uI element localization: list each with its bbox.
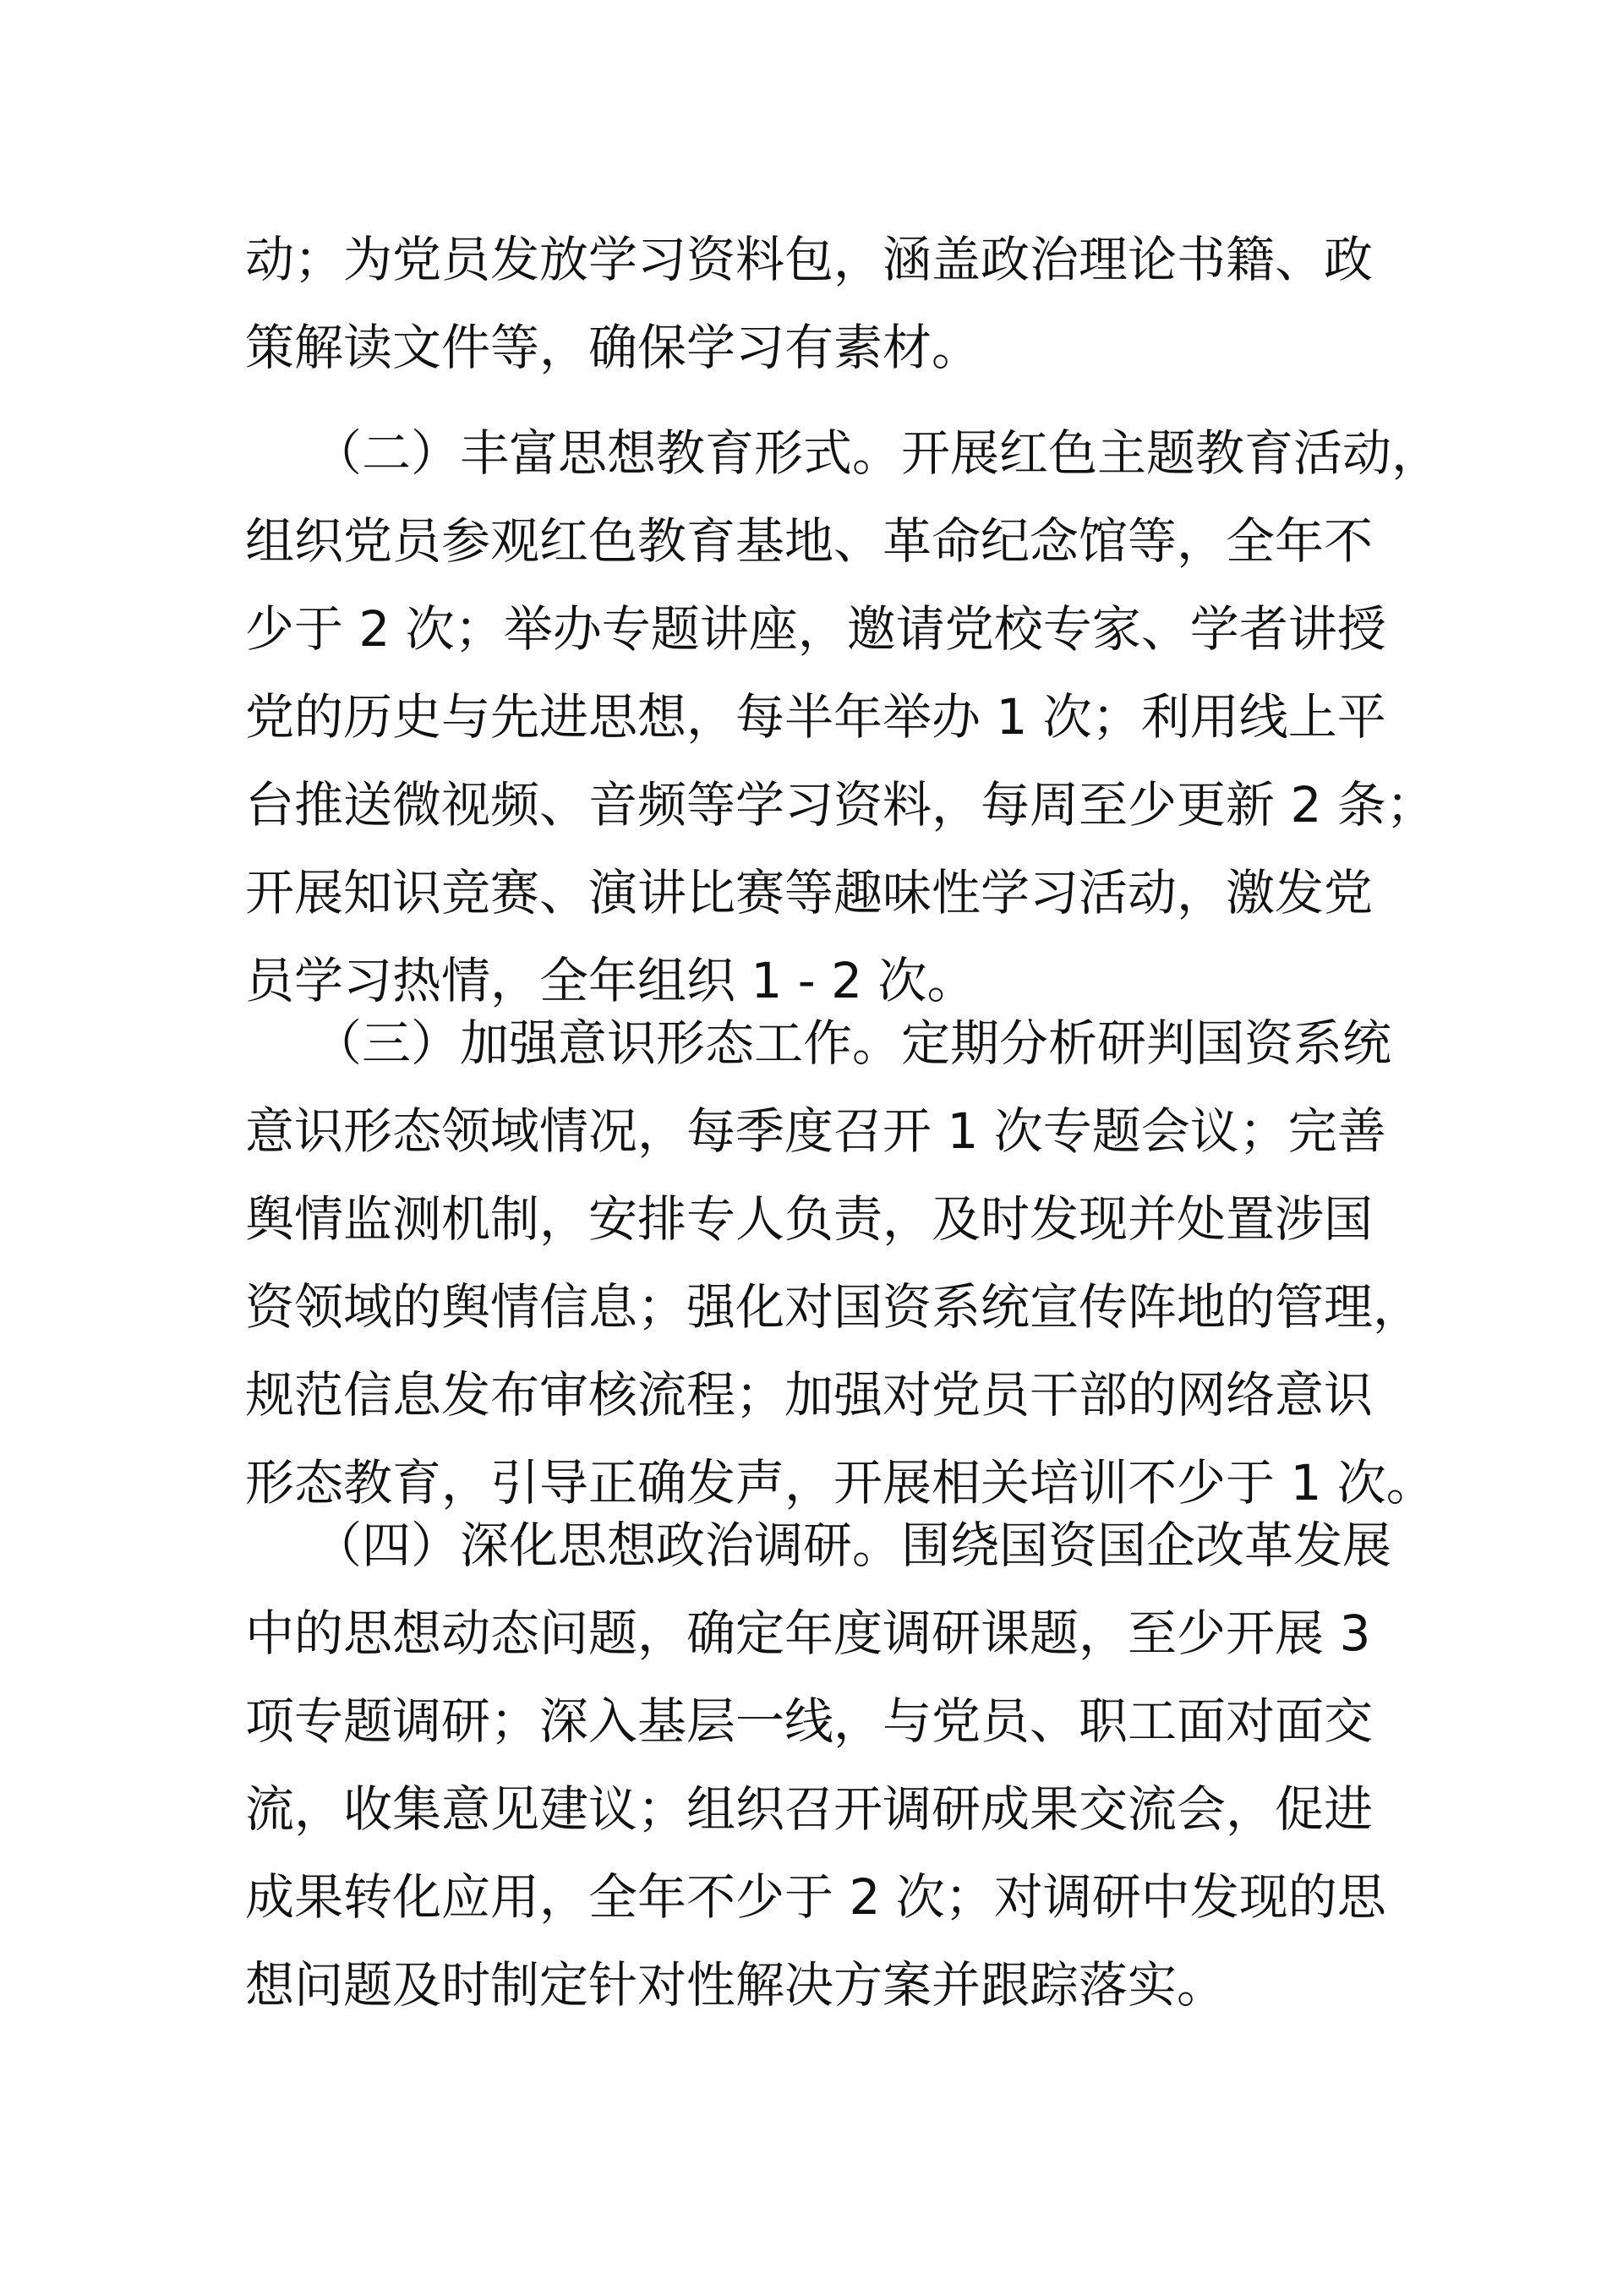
text-line: 台推送微视频、音频等学习资料，每周至少更新 2 条； [245,776,1435,834]
text-line: 策解读文件等，确保学习有素材。 [245,319,981,376]
section-heading-line: （四）深化思想政治调研。围绕国资国企改革发展 [313,1517,1392,1574]
text-line: 中的思想动态问题，确定年度调研课题，至少开展 3 [245,1604,1371,1662]
text-line: 少于 2 次；举办专题讲座，邀请党校专家、学者讲授 [245,600,1386,658]
text-line: 舆情监测机制，安排专人负责，及时发现并处置涉国 [245,1190,1374,1248]
text-line: 形态教育，引导正确发声，开展相关培训不少于 1 次。 [245,1454,1435,1512]
text-line: 资领域的舆情信息；强化对国资系统宣传阵地的管理， [245,1278,1423,1336]
text-line: 规范信息发布审核流程；加强对党员干部的网络意识 [245,1366,1374,1424]
section-heading-line: （二）丰富思想教育形式。开展红色主题教育活动， [313,424,1441,482]
text-line: 党的历史与先进思想，每半年举办 1 次；利用线上平 [245,688,1386,746]
text-line: 意识形态领域情况，每季度召开 1 次专题会议；完善 [245,1102,1386,1160]
paragraph-section-4 [245,1501,1395,2029]
paragraph-section-3 [245,999,1435,1527]
paragraph-section-2 [245,409,1441,1025]
text-line: 组织党员参观红色教育基地、革命纪念馆等，全年不 [245,512,1374,570]
section-heading-line: （三）加强意识形态工作。定期分析研判国资系统 [313,1014,1392,1072]
text-line: 成果转化应用，全年不少于 2 次；对调研中发现的思 [245,1868,1386,1926]
text-line: 员学习热情，全年组织 1 - 2 次。 [245,952,976,1009]
text-line: 动；为党员发放学习资料包，涵盖政治理论书籍、政 [245,231,1374,288]
paragraph-continuation [245,216,1395,391]
text-line: 想问题及时制定针对性解决方案并跟踪落实。 [245,1956,1227,2014]
text-line: 流，收集意见建议；组织召开调研成果交流会，促进 [245,1780,1374,1838]
text-line: 开展知识竞赛、演讲比赛等趣味性学习活动，激发党 [245,864,1374,921]
text-line: 项专题调研；深入基层一线，与党员、职工面对面交 [245,1692,1374,1750]
